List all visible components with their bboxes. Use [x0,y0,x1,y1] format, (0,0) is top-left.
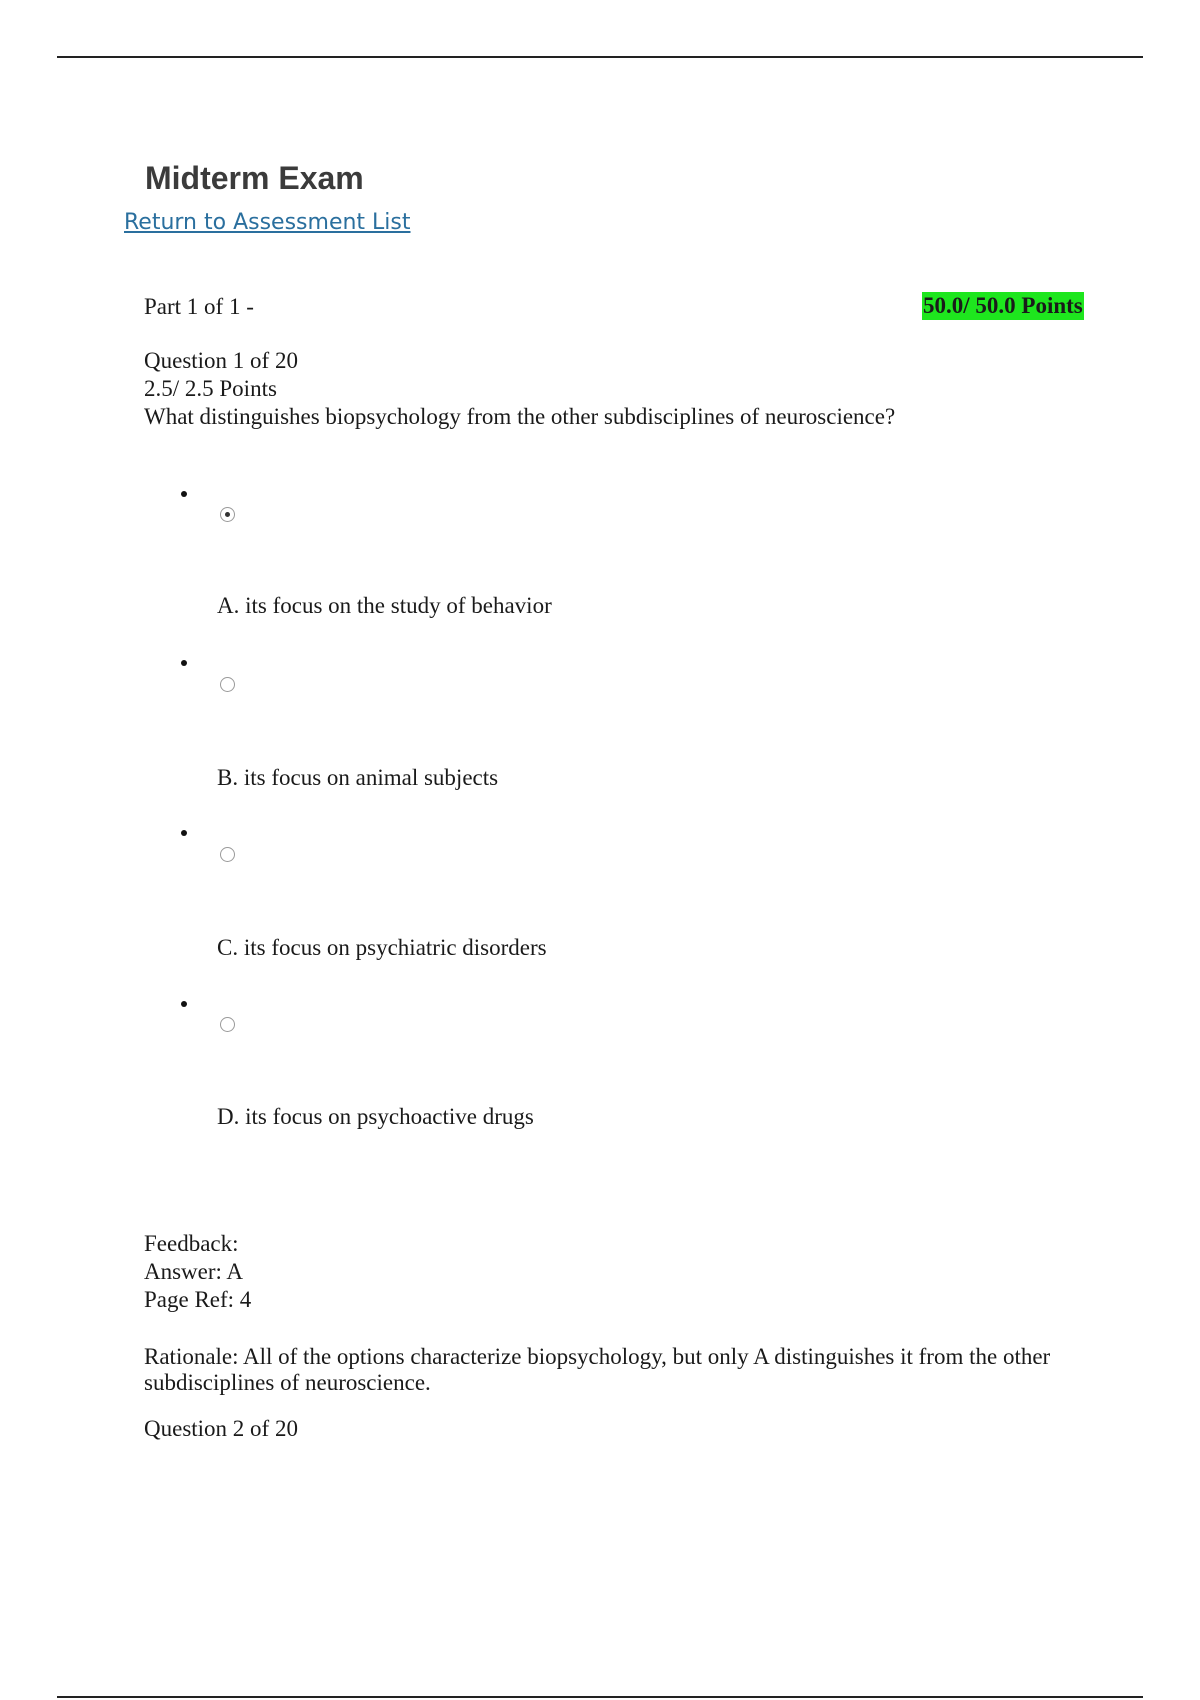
total-points-badge: 50.0/ 50.0 Points [923,293,1083,318]
option-d-radio[interactable] [220,1017,235,1032]
question-points: 2.5/ 2.5 Points [144,376,277,401]
option-a-label: A. its focus on the study of behavior [217,593,552,618]
feedback-heading: Feedback: [144,1231,239,1256]
bottom-divider [57,1696,1143,1698]
top-divider [57,56,1143,58]
list-bullet [181,830,187,836]
option-d-label: D. its focus on psychoactive drugs [217,1104,534,1129]
option-b-radio[interactable] [220,677,235,692]
next-question-number: Question 2 of 20 [144,1416,298,1441]
feedback-answer: Answer: A [144,1259,244,1284]
option-b-label: B. its focus on animal subjects [217,765,499,790]
option-a-radio[interactable] [220,507,235,522]
feedback-page-ref: Page Ref: 4 [144,1287,252,1312]
question-prompt: What distinguishes biopsychology from the other subdisciplines of neuroscience? [144,404,896,429]
return-to-assessment-list-link[interactable]: Return to Assessment List [124,210,411,235]
feedback-rationale: Rationale: All of the options characterize biopsychology, but only A distinguishes it from the other subdisciplines of neuroscience. [144,1344,1051,1395]
list-bullet [181,1001,187,1007]
option-c-label: C. its focus on psychiatric disorders [217,935,547,960]
part-label: Part 1 of 1 - [144,294,254,319]
page-title: Midterm Exam [145,160,364,196]
option-c-radio[interactable] [220,847,235,862]
question-number: Question 1 of 20 [144,348,298,373]
list-bullet [181,660,187,666]
list-bullet [181,491,187,497]
